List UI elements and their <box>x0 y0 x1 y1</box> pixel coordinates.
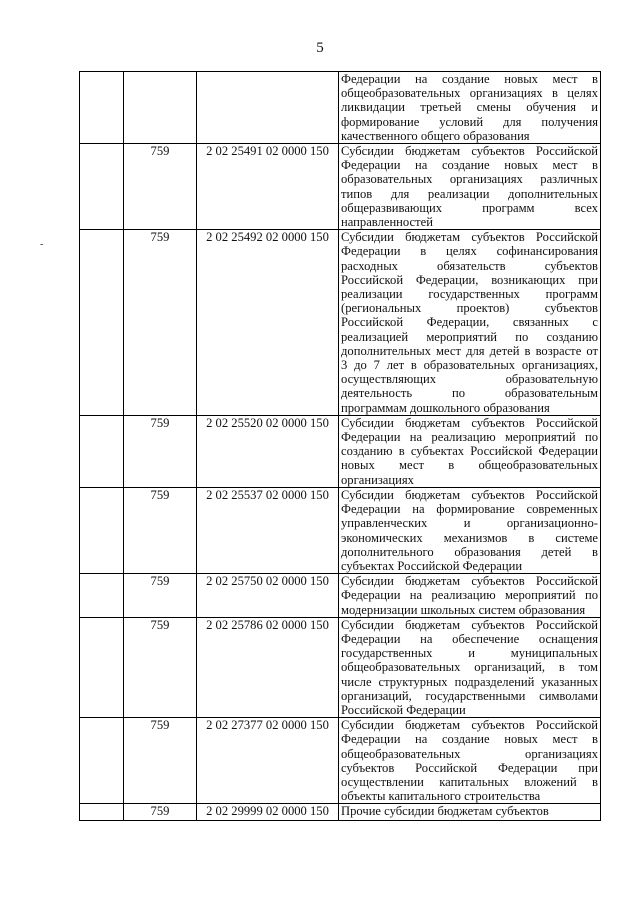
empty-cell <box>80 804 124 821</box>
description-line: общеобразовательных организациях в целях <box>341 86 598 101</box>
scan-mark: - <box>40 239 44 250</box>
description-line: Российской Федерации, связанных с <box>341 315 598 330</box>
admin-code-cell: 759 <box>124 487 197 573</box>
description-line: расходных обязательств субъектов <box>341 258 598 273</box>
description-line: субъектов Российской Федерации при <box>341 760 598 775</box>
empty-cell <box>80 72 124 144</box>
page-number: 5 <box>316 40 324 56</box>
description-line: 3 до 7 лет в образовательных организациях, <box>341 358 598 373</box>
description-line: программам дошкольного образования <box>341 400 550 415</box>
admin-code-cell: 759 <box>124 617 197 717</box>
admin-code-cell: 759 <box>124 230 197 416</box>
revenue-description-cell <box>339 804 601 821</box>
description-line: Субсидии бюджетам субъектов Российской <box>341 415 598 430</box>
revenue-description-cell <box>339 718 601 804</box>
description-line: организациях <box>341 472 414 487</box>
budget-classification-table <box>79 71 601 821</box>
description-line: типов для реализации дополнительных <box>341 186 598 201</box>
description-line: организаций, государственными символами <box>341 688 598 703</box>
description-line: реализацией мероприятий по созданию <box>341 329 598 344</box>
revenue-description-cell <box>339 230 601 416</box>
budget-code-cell: 2 02 27377 02 0000 150 <box>197 718 339 804</box>
revenue-description-cell <box>339 487 601 573</box>
description-line: модернизации школьных систем образования <box>341 602 586 617</box>
revenue-description-cell <box>339 617 601 717</box>
description-line: Федерации на создание новых мест в <box>341 72 598 86</box>
table-body <box>80 72 601 821</box>
description-line: образовательных организациях различных <box>341 172 598 187</box>
description-line: государственных и муниципальных <box>341 646 598 661</box>
budget-code-cell: 2 02 25520 02 0000 150 <box>197 415 339 487</box>
budget-code-cell: 2 02 25750 02 0000 150 <box>197 574 339 618</box>
budget-code-cell: 2 02 25786 02 0000 150 <box>197 617 339 717</box>
description-line: Федерации на реализацию мероприятий по <box>341 588 598 603</box>
description-line: осуществлении капитальных вложений в <box>341 774 598 789</box>
description-line: (региональных проектов) субъектов <box>341 301 598 316</box>
description-line: общеобразовательных организациях <box>341 746 598 761</box>
description-line: направленностей <box>341 215 433 230</box>
description-line: Российской Федерации <box>341 702 466 717</box>
table-row <box>80 415 601 487</box>
description-line: Федерации на обеспечение оснащения <box>341 631 598 646</box>
description-line: ликвидации третьей смены обучения и <box>341 100 598 115</box>
description-line: Субсидии бюджетам субъектов Российской <box>341 718 598 733</box>
table-row <box>80 617 601 717</box>
description-line: Федерации на создание новых мест в <box>341 158 598 173</box>
description-line: Субсидии бюджетам субъектов Российской <box>341 487 598 502</box>
description-line: Федерации в целях софинансирования <box>341 244 598 259</box>
description-line: дополнительных мест для детей в возрасте от <box>341 343 598 358</box>
admin-code-cell: 759 <box>124 804 197 821</box>
empty-cell <box>80 574 124 618</box>
revenue-description-cell <box>339 574 601 618</box>
empty-cell <box>80 718 124 804</box>
table-row <box>80 574 601 618</box>
description-line: Прочие субсидии бюджетам субъектов <box>341 804 549 819</box>
description-line: новых мест в общеобразовательных <box>341 458 598 473</box>
description-line: Федерации на создание новых мест в <box>341 732 598 747</box>
budget-code-cell: 2 02 25537 02 0000 150 <box>197 487 339 573</box>
description-line: реализации государственных программ <box>341 287 598 302</box>
description-line: качественного общего образования <box>341 128 530 143</box>
empty-cell <box>80 487 124 573</box>
table-row <box>80 72 601 144</box>
description-line: Субсидии бюджетам субъектов Российской <box>341 144 598 159</box>
budget-code-cell <box>197 72 339 144</box>
description-line: деятельность по образовательным <box>341 386 598 401</box>
description-line: дополнительного образования детей в <box>341 544 598 559</box>
admin-code-cell: 759 <box>124 415 197 487</box>
description-line: Субсидии бюджетам субъектов Российской <box>341 230 598 245</box>
admin-code-cell <box>124 72 197 144</box>
empty-cell <box>80 144 124 230</box>
description-line: объекты капитального строительства <box>341 789 541 804</box>
empty-cell <box>80 617 124 717</box>
empty-cell <box>80 415 124 487</box>
revenue-description-cell <box>339 415 601 487</box>
description-line: управленческих и организационно- <box>341 516 598 531</box>
budget-code-cell: 2 02 25492 02 0000 150 <box>197 230 339 416</box>
description-line: осуществляющих образовательную <box>341 372 598 387</box>
description-line: общеобразовательных организаций, в том <box>341 660 598 675</box>
table-row <box>80 144 601 230</box>
table-row <box>80 718 601 804</box>
description-line: экономических механизмов в системе <box>341 530 598 545</box>
empty-cell <box>80 230 124 416</box>
budget-code-cell: 2 02 29999 02 0000 150 <box>197 804 339 821</box>
table-row <box>80 487 601 573</box>
description-line: Субсидии бюджетам субъектов Российской <box>341 617 598 632</box>
description-line: общеразвивающих программ всех <box>341 200 598 215</box>
description-line: Субсидии бюджетам субъектов Российской <box>341 574 598 589</box>
budget-code-cell: 2 02 25491 02 0000 150 <box>197 144 339 230</box>
admin-code-cell: 759 <box>124 574 197 618</box>
description-line: Федерации на реализацию мероприятий по <box>341 430 598 445</box>
description-line: Российской Федерации, возникающих при <box>341 272 598 287</box>
description-line: субъектах Российской Федерации <box>341 558 523 573</box>
table-row <box>80 230 601 416</box>
admin-code-cell: 759 <box>124 718 197 804</box>
description-line: числе структурных подразделений указанных <box>341 674 598 689</box>
description-line: Федерации на формирование современных <box>341 502 598 517</box>
revenue-description-cell <box>339 72 601 144</box>
admin-code-cell: 759 <box>124 144 197 230</box>
description-line: формирование условий для получения <box>341 114 598 129</box>
description-line: созданию в субъектах Российской Федерации <box>341 444 598 459</box>
table-row <box>80 804 601 821</box>
revenue-description-cell <box>339 144 601 230</box>
